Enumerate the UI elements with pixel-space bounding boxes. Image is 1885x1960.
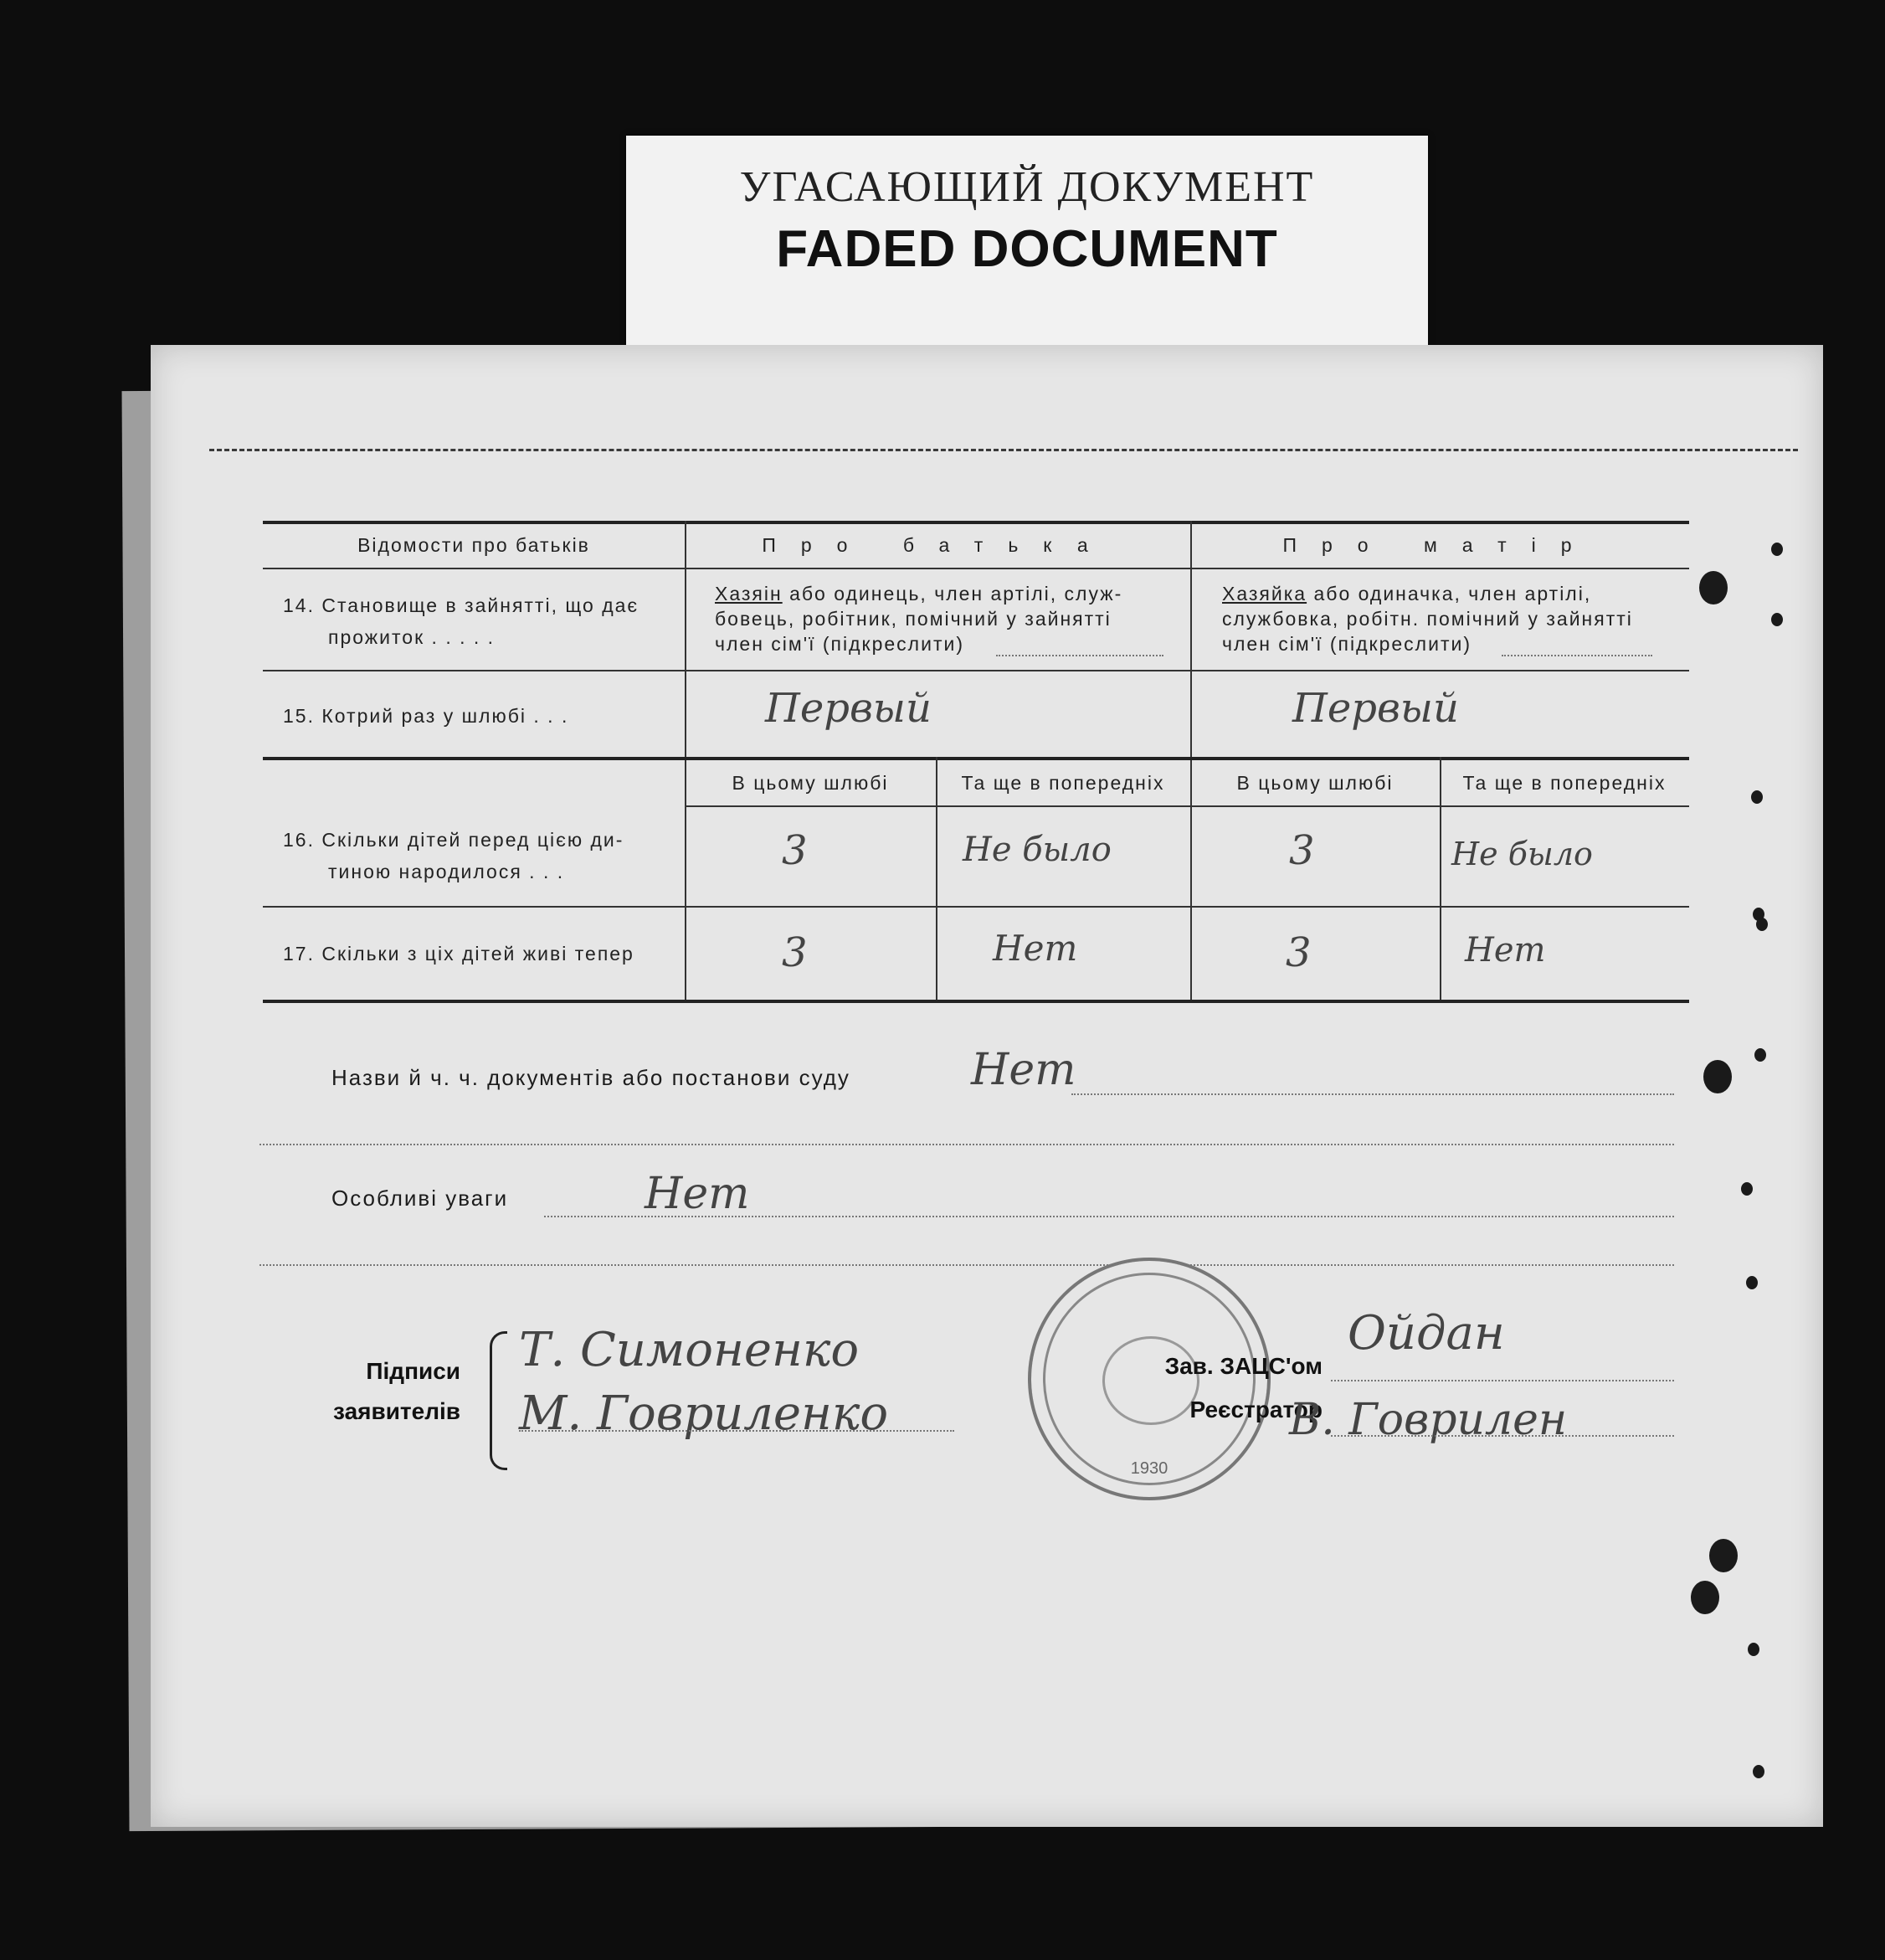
stamp-year: 1930 xyxy=(1130,1459,1168,1478)
row14-mother-rest: або одиначка, член артілі, xyxy=(1307,583,1592,604)
row16-father-this: 3 xyxy=(782,827,808,874)
faded-document-label xyxy=(626,136,1428,355)
row17-mother-prev: Нет xyxy=(1465,931,1546,970)
documents-value: Нет xyxy=(971,1045,1076,1095)
remarks-label: Особливі уваги xyxy=(331,1186,509,1211)
row14-label-line1: 14. Становище в зайнятті, що дає xyxy=(283,594,639,616)
punch-hole xyxy=(1741,1182,1753,1196)
row17-mother-this: 3 xyxy=(1286,929,1312,976)
row14-father-rest: або одинець, член артілі, служ- xyxy=(782,583,1123,604)
header-parents-info: Відомости про батьків xyxy=(357,534,590,556)
row14-mother-keyword: Хазяйка xyxy=(1222,583,1307,604)
row14-label-line2: прожиток . . . . . xyxy=(328,626,496,648)
row16-mother-prev: Не было xyxy=(1451,836,1593,872)
punch-hole xyxy=(1771,613,1783,626)
punch-hole xyxy=(1703,1060,1732,1093)
row15-father-value: Первый xyxy=(765,685,932,732)
sub-mother-previous: Та ще в попередніх xyxy=(1462,772,1667,794)
registrar-signature: В. Говрилен xyxy=(1289,1395,1568,1445)
head-signature: Ойдан xyxy=(1348,1306,1505,1361)
remarks-value: Нет xyxy=(645,1169,750,1219)
punch-hole xyxy=(1751,790,1763,804)
sub-mother-this-marriage: В цьому шлюбі xyxy=(1236,772,1394,794)
punch-hole xyxy=(1754,1048,1766,1062)
header-about-father: Про батька xyxy=(762,534,1113,556)
punch-hole xyxy=(1748,1643,1759,1656)
row17-father-this: 3 xyxy=(782,929,808,976)
label-english-text: FADED DOCUMENT xyxy=(776,220,1278,278)
perforation-line xyxy=(209,449,1798,451)
punch-hole xyxy=(1771,543,1783,556)
row16-label-line1: 16. Скільки дітей перед цією ди- xyxy=(283,829,624,851)
punch-hole xyxy=(1699,571,1728,604)
punch-hole xyxy=(1756,918,1768,931)
row16-mother-this: 3 xyxy=(1289,827,1315,874)
row14-father-line2: бовець, робітник, помічний у зайнятті xyxy=(715,608,1112,630)
row15-mother-value: Первый xyxy=(1292,685,1459,732)
applicants-brace xyxy=(490,1331,507,1470)
form-page xyxy=(151,345,1823,1827)
row15-label: 15. Котрий раз у шлюбі . . . xyxy=(283,705,569,727)
applicants-label-line2: заявителів xyxy=(333,1398,460,1424)
row14-mother-line2: службовка, робітн. помічний у зайнятті xyxy=(1222,608,1633,630)
registrar-label: Реєстратор xyxy=(1189,1397,1323,1422)
header-about-mother: Про матір xyxy=(1282,534,1597,556)
punch-hole xyxy=(1709,1539,1738,1572)
row16-father-prev: Не было xyxy=(963,831,1112,869)
documents-label: Назви й ч. ч. документів або постанови суду xyxy=(331,1065,850,1090)
label-russian-text: УГАСАЮЩИЙ ДОКУМЕНТ xyxy=(739,163,1315,211)
sub-father-previous: Та ще в попередніх xyxy=(961,772,1165,794)
punch-hole xyxy=(1753,1765,1764,1778)
applicant2-signature: М. Говриленко xyxy=(519,1386,889,1441)
row16-label-line2: тиною народилося . . . xyxy=(328,861,565,882)
applicants-label-line1: Підписи xyxy=(366,1358,460,1384)
sub-father-this-marriage: В цьому шлюбі xyxy=(732,772,889,794)
row14-father-line3: член сім'ї (підкреслити) xyxy=(715,633,964,655)
row17-father-prev: Нет xyxy=(993,928,1078,969)
row17-label: 17. Скільки з ціх дітей живі тепер xyxy=(283,943,634,965)
punch-hole xyxy=(1746,1276,1758,1289)
row14-father-keyword: Хазяін xyxy=(715,583,783,604)
punch-hole xyxy=(1691,1581,1719,1614)
row14-mother-line3: член сім'ї (підкреслити) xyxy=(1222,633,1472,655)
applicant1-signature: Т. Симоненко xyxy=(519,1323,860,1377)
head-label: Зав. ЗАЦС'ом xyxy=(1164,1353,1323,1379)
